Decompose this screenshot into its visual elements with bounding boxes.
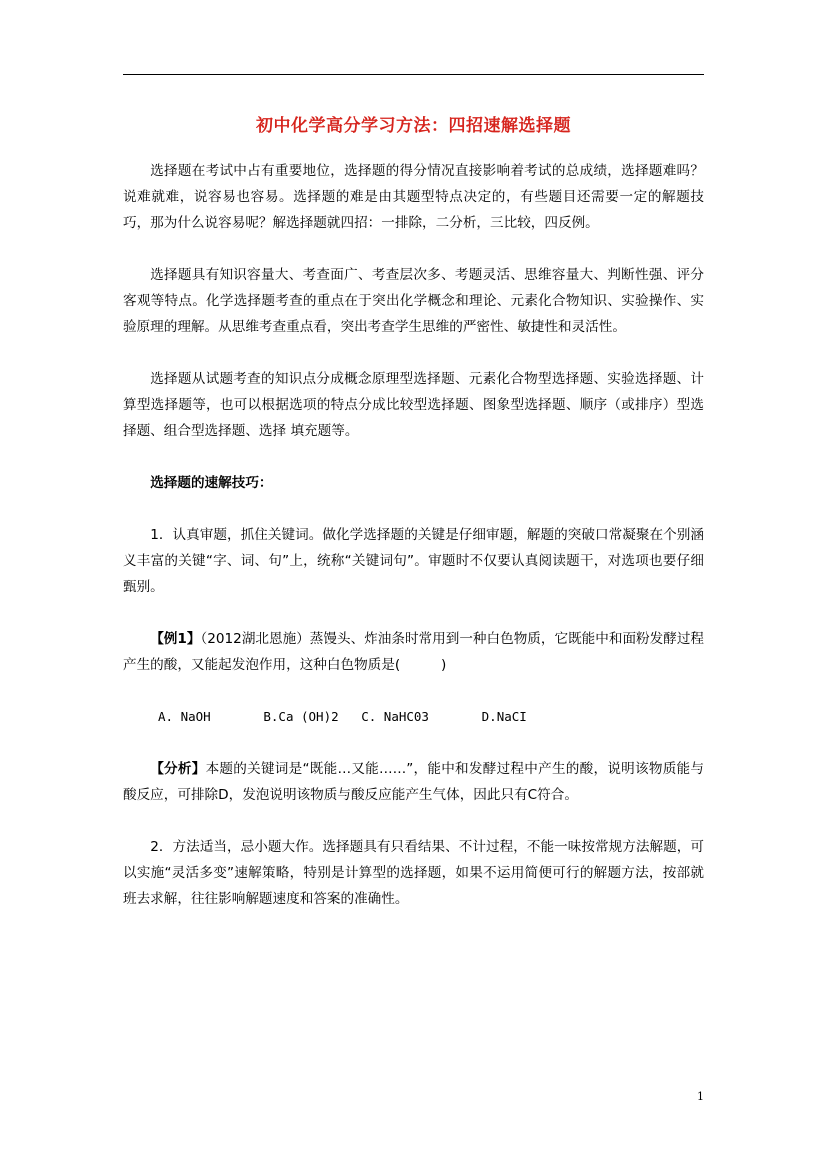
option-b: B.Ca (OH)2 bbox=[263, 709, 339, 724]
section-heading: 选择题的速解技巧： bbox=[150, 475, 273, 491]
analysis bbox=[123, 756, 704, 808]
tip-2: 2．方法适当，忌小题大作。选择题具有只看结果、不计过程，不能一味按常规方法解题，可以实施“灵活多变”速解策略，特别是计算型的选择题，如果不运用简便可行的解题方法，按部就班去求解，往往影响解题速度和答案的准确性。 bbox=[123, 839, 704, 907]
document-body bbox=[123, 158, 704, 938]
tip-1: 1．认真审题，抓住关键词。做化学选择题的关键是仔细审题，解题的突破口常凝聚在个别涵义丰富的关键“字、词、句”上，统称“关键词句”。审题时不仅要认真阅读题干，对选项也要仔细甄别。 bbox=[123, 527, 704, 595]
paragraph-features: 选择题具有知识容量大、考查面广、考查层次多、考题灵活、思维容量大、判断性强、评分客观等特点。化学选择题考查的重点在于突出化学概念和理论、元素化合物知识、实验操作、实验原理的理解。从思维考查重点看，突出考查学生思维的严密性、敏捷性和灵活性。 bbox=[123, 267, 704, 335]
example-text: （2012湖北恩施）蒸馒头、炸油条时常用到一种白色物质，它既能中和面粉发酵过程产生的酸，又能起发泡作用，这种白色物质是( ) bbox=[123, 631, 705, 673]
analysis-text: 本题的关键词是“既能…又能……”，能中和发酵过程中产生的酸，说明该物质能与酸反应，可排除D，发泡说明该物质与酸反应能产生气体，因此只有C符合。 bbox=[123, 761, 704, 803]
example-1 bbox=[123, 626, 704, 678]
answer-options bbox=[123, 704, 704, 730]
analysis-tag: 【分析】 bbox=[150, 761, 206, 777]
option-c: C. NaHC03 bbox=[361, 709, 429, 724]
example-tag: 【例1】 bbox=[150, 631, 201, 647]
page-number: 1 bbox=[697, 1090, 704, 1103]
page-title: 初中化学高分学习方法：四招速解选择题 bbox=[256, 116, 571, 136]
paragraph-intro: 选择题在考试中占有重要地位，选择题的得分情况直接影响着考试的总成绩，选择题难吗？说难就难，说容易也容易。选择题的难是由其题型特点决定的，有些题目还需要一定的解题技巧，那为什么说容易呢？解选择题就四招：一排除，二分析，三比较，四反例。 bbox=[123, 163, 704, 231]
option-d: D.NaCI bbox=[481, 709, 527, 724]
paragraph-types: 选择题从试题考查的知识点分成概念原理型选择题、元素化合物型选择题、实验选择题、计算型选择题等，也可以根据选项的特点分成比较型选择题、图象型选择题、顺序（或排序）型选择题、组合型选择题、选择 填充题等。 bbox=[123, 371, 704, 439]
option-a: A. NaOH bbox=[158, 709, 211, 724]
header-rule bbox=[123, 74, 704, 75]
